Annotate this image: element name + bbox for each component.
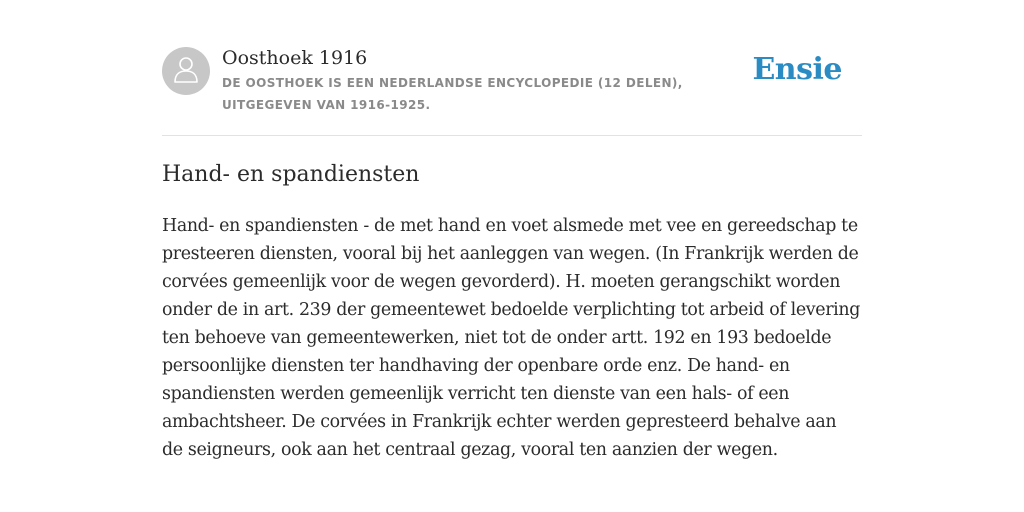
user-icon — [173, 55, 199, 87]
source-avatar[interactable] — [162, 47, 210, 95]
source-header — [162, 46, 862, 116]
header-divider — [162, 135, 862, 136]
entry-body: Hand- en spandiensten - de met hand en voet alsmede met vee en gereedschap te presteeren diensten, vooral bij het aanleggen van wegen. (In Frankrijk werden de corvées gemeenlijk voor de wegen gevorderd). H. moeten gerangschikt worden onder de in art. 239 der gemeentewet bedoelde verplichting tot arbeid of levering ten behoeve van gemeentewerken, niet tot de onder artt. 192 en 193 bedoelde persoonlijke diensten ter handhaving der openbare orde enz. De hand- en spandiensten werden gemeenlijk verricht ten dienste van een hals- of een ambachtsheer. De corvées in Frankrijk echter werden gepresteerd behalve aan de seigneurs, ook aan het centraal gezag, vooral ten aanzien der wegen. — [162, 216, 860, 460]
ensie-logo[interactable]: Ensie — [752, 52, 842, 87]
entry-title: Hand- en spandiensten — [162, 162, 420, 187]
source-title[interactable]: Oosthoek 1916 — [222, 47, 368, 69]
source-description: DE OOSTHOEK IS EEN NEDERLANDSE ENCYCLOPEDIE (12 DELEN), UITGEGEVEN VAN 1916-1925. — [222, 76, 683, 112]
